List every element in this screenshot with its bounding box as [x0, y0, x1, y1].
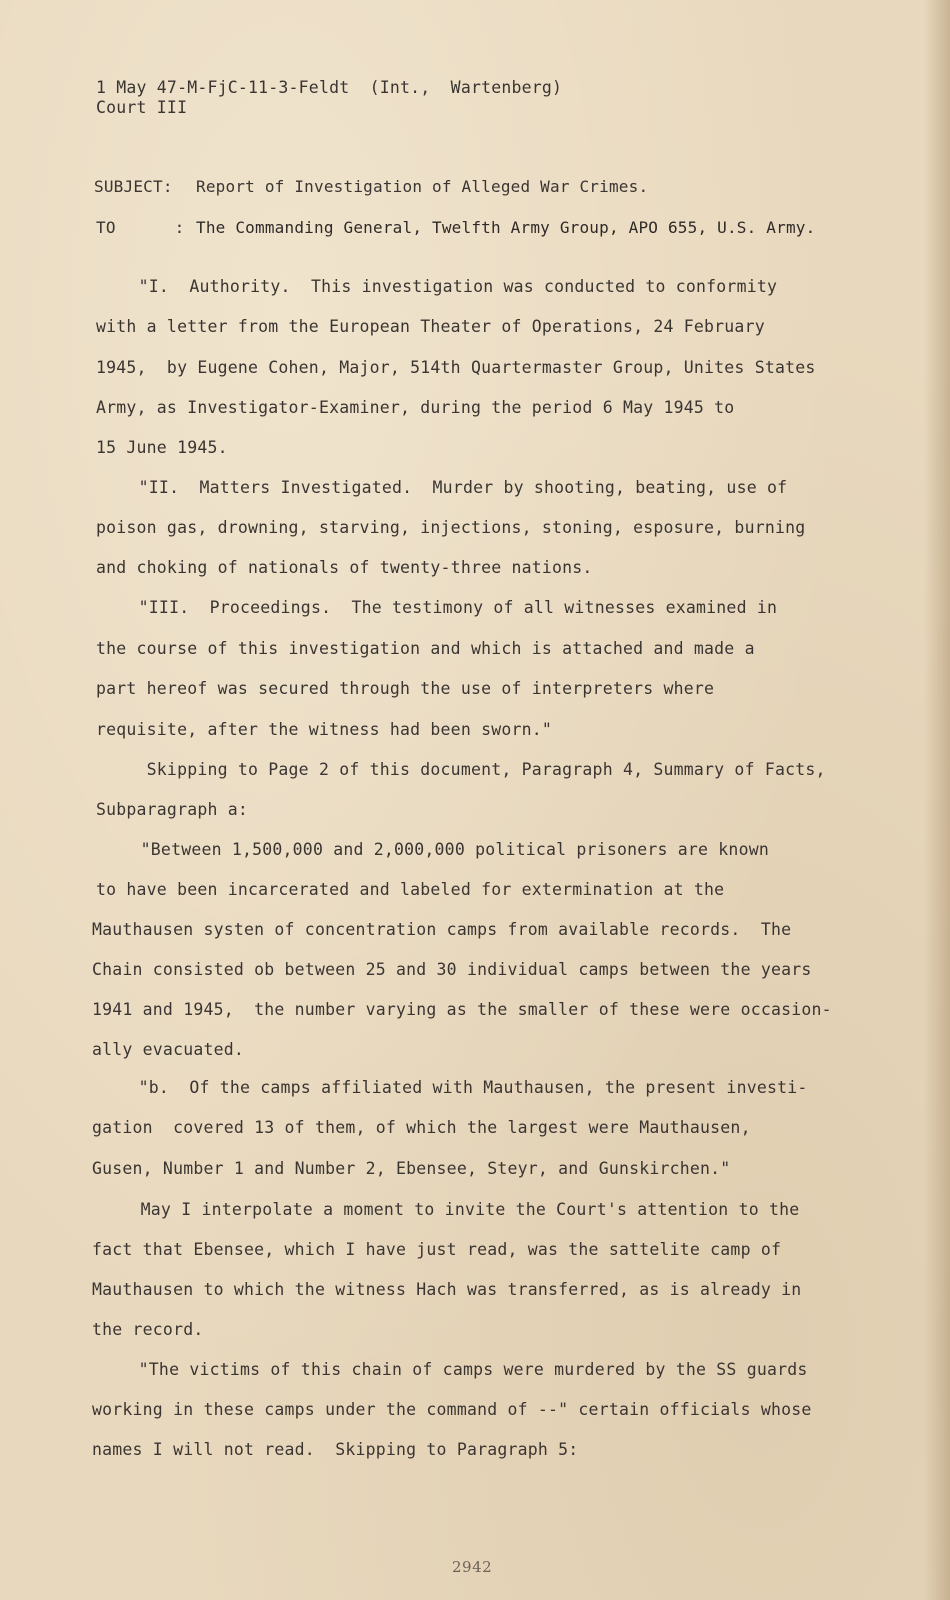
body-line: Army, as Investigator-Examiner, during the period 6 May 1945 to [96, 398, 735, 417]
subject-label: SUBJECT: [94, 177, 173, 196]
body-line: names I will not read. Skipping to Paragraph 5: [92, 1440, 579, 1459]
subject-text: Report of Investigation of Alleged War Crimes. [196, 177, 649, 196]
body-line: gation covered 13 of them, of which the largest were Mauthausen, [92, 1118, 751, 1137]
body-line: Chain consisted ob between 25 and 30 individual camps between the years [92, 960, 812, 979]
body-line: "II. Matters Investigated. Murder by shooting, beating, use of [88, 478, 788, 497]
body-line: requisite, after the witness had been sworn." [96, 720, 553, 739]
page-number: 2942 [452, 1558, 493, 1576]
body-line: Gusen, Number 1 and Number 2, Ebensee, Steyr, and Gunskirchen." [92, 1159, 731, 1178]
body-line: poison gas, drowning, starving, injections, stoning, esposure, burning [96, 518, 806, 537]
body-line: part hereof was secured through the use of interpreters where [96, 679, 715, 698]
body-line: the course of this investigation and which is attached and made a [96, 639, 755, 658]
body-line: "III. Proceedings. The testimony of all witnesses examined in [88, 598, 778, 617]
body-line: "I. Authority. This investigation was conducted to conformity [88, 277, 778, 296]
body-line: 1945, by Eugene Cohen, Major, 514th Quartermaster Group, Unites States [96, 358, 816, 377]
header-file-reference: 1 May 47-M-FjC-11-3-Feldt (Int., Wartenberg) [96, 78, 563, 97]
body-line: Subparagraph a: [96, 800, 249, 819]
header-court: Court III [96, 98, 188, 117]
body-line: to have been incarcerated and labeled for extermination at the [96, 880, 725, 899]
body-line: May I interpolate a moment to invite the Court's attention to the [90, 1200, 800, 1219]
body-line: 15 June 1945. [96, 438, 228, 457]
body-line: fact that Ebensee, which I have just read, was the sattelite camp of [92, 1240, 782, 1259]
to-label: TO : [96, 218, 185, 237]
body-line: "The victims of this chain of camps were murdered by the SS guards [88, 1360, 808, 1379]
body-line: Mauthausen systen of concentration camps from available records. The [92, 920, 792, 939]
page-edge-shadow [924, 0, 950, 1600]
body-line: Skipping to Page 2 of this document, Paragraph 4, Summary of Facts, [96, 760, 826, 779]
body-line: "Between 1,500,000 and 2,000,000 political prisoners are known [90, 840, 769, 859]
body-line: and choking of nationals of twenty-three nations. [96, 558, 593, 577]
body-line: the record. [92, 1320, 204, 1339]
body-line: with a letter from the European Theater of Operations, 24 February [96, 317, 765, 336]
body-line: working in these camps under the command of --" certain officials whose [92, 1400, 812, 1419]
body-line: 1941 and 1945, the number varying as the smaller of these were occasion- [92, 1000, 832, 1019]
body-line: ally evacuated. [92, 1040, 245, 1059]
body-line: "b. Of the camps affiliated with Mauthausen, the present investi- [88, 1078, 808, 1097]
to-text: The Commanding General, Twelfth Army Group, APO 655, U.S. Army. [196, 218, 816, 237]
body-line: Mauthausen to which the witness Hach was transferred, as is already in [92, 1280, 802, 1299]
